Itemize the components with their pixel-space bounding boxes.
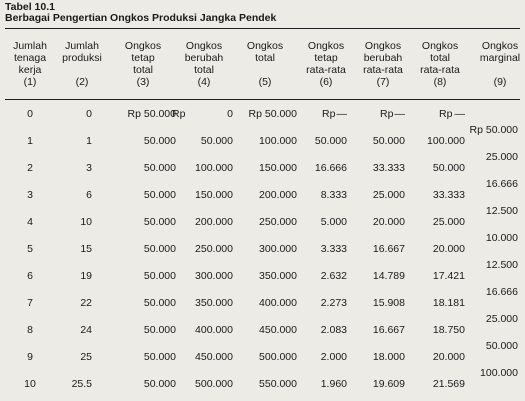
column-header-line: berubah [184,52,224,64]
column-header-line: Jumlah [13,40,47,52]
table-cell: 16.666 [314,162,347,174]
table-cell: 2 [27,162,33,174]
table-cell: 19 [80,270,92,282]
column-header-9 [465,40,525,88]
currency-prefix: Rp [380,108,394,120]
table-cell: 50.000 [200,135,233,147]
column-header-line: total [194,64,214,76]
table-cell: Rp 50.000 [248,108,297,120]
table-cell: 20.000 [432,243,465,255]
marginal-cost-value: 16.666 [485,178,518,190]
table-cell: 50.000 [143,189,176,201]
marginal-cost-value: 100.000 [480,367,518,379]
table-cell: 1 [27,135,33,147]
table-cell: 100.000 [195,162,233,174]
table-cell: 50.000 [432,162,465,174]
table-cell: 450.000 [259,324,297,336]
column-header-line: tenaga [13,52,47,64]
table-cell: 24 [80,324,92,336]
table-cell: 7 [27,297,33,309]
column-header-5 [230,40,300,88]
column-header-line: Ongkos [421,40,459,52]
table-cell: 0 [27,108,33,120]
table-cell: 50.000 [143,351,176,363]
table-cell: 500.000 [259,351,297,363]
table-cell: 150.000 [259,162,297,174]
table-cell: 0 [86,108,92,120]
table-cell: 100.000 [259,135,297,147]
table-cell: 15 [80,243,92,255]
column-header-line: marginal [479,52,521,64]
column-header-line [465,64,525,76]
column-header-line: Ongkos [307,40,345,52]
table-cell: 14.789 [372,270,405,282]
column-header-line: produksi [62,52,102,64]
column-header-line: berubah [363,52,403,64]
table-cell: 1 [86,135,92,147]
marginal-cost-value: 16.666 [485,286,518,298]
table-cell: 5.000 [320,216,347,228]
table-cell: 18.181 [432,297,465,309]
table-cell: 3 [86,162,92,174]
table-cell: 25.5 [71,378,92,390]
table-cell: 33.333 [372,162,405,174]
table-cell: 50.000 [314,135,347,147]
column-header-line: (7) [376,76,390,88]
column-header-line: Jumlah [65,40,99,52]
column-header-line: total [255,52,275,64]
table-cell: — [394,108,405,120]
table-cell: 3 [27,189,33,201]
table-cell: Rp 50.000 [127,108,176,120]
table-cell: 1.960 [320,378,347,390]
table-cell: 16.667 [372,243,405,255]
marginal-cost-value: 12.500 [485,259,518,271]
table-cell: 50.000 [143,378,176,390]
column-header-line: tetap [131,52,155,64]
table-cell: 300.000 [195,270,233,282]
table-cell: 9 [27,351,33,363]
table-cell: 20.000 [432,351,465,363]
table-cell: 2.632 [320,270,347,282]
marginal-cost-value: Rp 50.000 [469,124,518,136]
table-cell: — [454,108,465,120]
column-header-line: kerja [18,64,42,76]
column-header-line: (1) [23,76,37,88]
table-cell: 25.000 [432,216,465,228]
table-cell: 25.000 [372,189,405,201]
table-cell: 350.000 [259,270,297,282]
table-cell: 10 [80,216,92,228]
table-cell: 5 [27,243,33,255]
currency-prefix: Rp [439,108,453,120]
column-header-line: (2) [75,76,89,88]
table-title: Tabel 10.1 [5,1,55,13]
currency-prefix: Rp [172,108,186,120]
top-rule [5,28,520,29]
column-header-line: (6) [319,76,333,88]
table-cell: 50.000 [143,135,176,147]
table-cell: 6 [27,270,33,282]
table-cell: 400.000 [259,297,297,309]
marginal-cost-value: 12.500 [485,205,518,217]
table-cell: 50.000 [143,270,176,282]
table-cell: 250.000 [195,243,233,255]
column-header-line: total [430,52,450,64]
table-cell: 50.000 [143,162,176,174]
column-header-line [230,64,300,76]
table-cell: 33.333 [432,189,465,201]
column-header-3 [108,40,178,88]
column-header-line: (5) [258,76,272,88]
table-cell: 500.000 [195,378,233,390]
column-header-line: Ongkos [246,40,284,52]
table-cell: 4 [27,216,33,228]
table-cell: 10 [24,378,36,390]
column-header-line: (9) [493,76,507,88]
column-header-line: rata-rata [420,64,460,76]
table-cell: 150.000 [195,189,233,201]
marginal-cost-value: 50.000 [485,340,518,352]
marginal-cost-value: 25.000 [485,151,518,163]
currency-prefix: Rp [322,108,336,120]
table-cell: 450.000 [195,351,233,363]
column-header-line: Ongkos [481,40,519,52]
column-header-line: (3) [136,76,150,88]
table-cell: 200.000 [259,189,297,201]
table-cell: — [336,108,347,120]
table-cell: 19.609 [372,378,405,390]
column-header-line: Ongkos [185,40,223,52]
column-header-line: Ongkos [364,40,402,52]
table-cell: 3.333 [320,243,347,255]
table-cell: 25 [80,351,92,363]
table-cell: 550.000 [259,378,297,390]
table-cell: 250.000 [259,216,297,228]
table-cell: 50.000 [143,297,176,309]
column-header-line [47,64,117,76]
table-cell: 8.333 [320,189,347,201]
table-cell: 8 [27,324,33,336]
column-header-2 [47,40,117,88]
table-cell: 2.083 [320,324,347,336]
table-cell: 350.000 [195,297,233,309]
table-cell: 22 [80,297,92,309]
table-cell: 2.000 [320,351,347,363]
table-cell: 50.000 [372,135,405,147]
column-header-line: Ongkos [124,40,162,52]
table-cell: 0 [227,108,233,120]
header-rule [5,99,520,100]
table-cell: 300.000 [259,243,297,255]
table-cell: 20.000 [372,216,405,228]
column-header-4 [169,40,239,88]
column-header-line: (8) [433,76,447,88]
table-cell: 50.000 [143,243,176,255]
column-header-line: rata-rata [306,64,346,76]
table-cell: 17.421 [432,270,465,282]
table-cell: 2.273 [320,297,347,309]
table-cell: 100.000 [427,135,465,147]
table-subtitle: Berbagai Pengertian Ongkos Produksi Jangka Pendek [5,12,277,24]
table-cell: 21.569 [432,378,465,390]
column-header-line: (4) [197,76,211,88]
table-cell: 15.908 [372,297,405,309]
table-cell: 200.000 [195,216,233,228]
table-cell: 50.000 [143,216,176,228]
table-cell: 18.750 [432,324,465,336]
table-cell: 50.000 [143,324,176,336]
table-cell: 16.667 [372,324,405,336]
marginal-cost-value: 25.000 [485,313,518,325]
marginal-cost-value: 10.000 [485,232,518,244]
column-header-line: total [133,64,153,76]
table-cell: 6 [86,189,92,201]
table-cell: 400.000 [195,324,233,336]
column-header-line: tetap [314,52,338,64]
table-cell: 18.000 [372,351,405,363]
column-header-line: rata-rata [363,64,403,76]
